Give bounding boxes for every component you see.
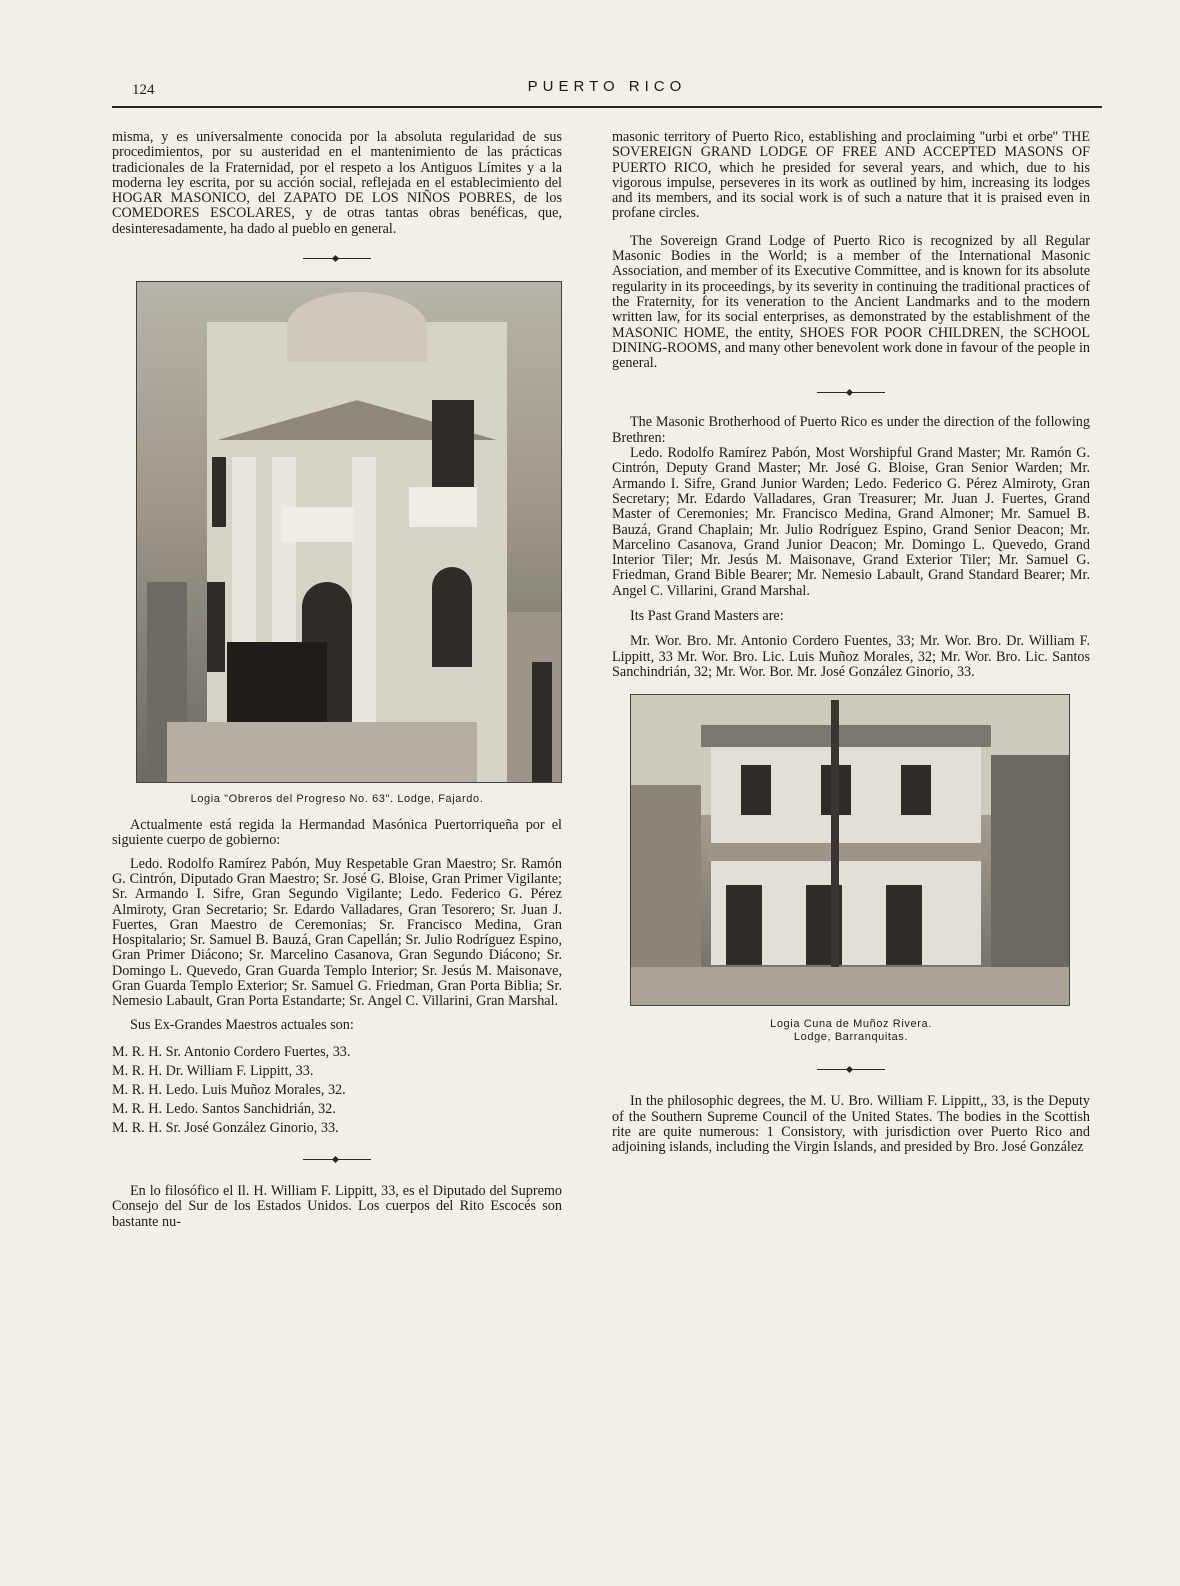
brethren-list-en: Ledo. Rodolfo Ramírez Pabón, Most Worshipful Grand Master; Mr. Ramón G. Cintrón, Deputy Grand Master; Mr. José G. Bloise, Gran Senior Warden; Mr. Armando I. Sifre, Grand Junior Warden; Ledo. Federico G. Pérez Almiroty, Gran Secretary; Mr. Edardo Valladares, Gran Treasurer; Mr. Juan J. Fuertes, Grand Master of Ceremonies; Mr. Francisco Medina, Grand Almoner; Mr. Samuel B. Bauzá, Grand Chaplain; Mr. Julio Rodríguez Espino, Grand Senior Deacon; Mr. Marcelino Casanova, Grand Junior Deacon; Mr. Domingo L. Quevedo, Grand Interior Tiler; Mr. Jesús M. Maisonave, Grand Exterior Tiler; Mr. Samuel G. Friedman, Grand Bible Bearer; Mr. Nemesio Labault, Grand Standard Bearer; Mr. Angel C. Villarini, Grand Marshal. — [612, 445, 1090, 599]
caption-line: Lodge, Barranquitas. — [793, 1031, 909, 1044]
left-column — [112, 130, 562, 1230]
government-intro-es: Actualmente está regida la Hermandad Masónica Puertorriqueña por el siguiente cuerpo de gobierno: — [112, 817, 562, 849]
running-title: PUERTO RICO — [527, 78, 687, 95]
philosophic-paragraph-en: In the philosophic degrees, the M. U. Bro. William F. Lippitt,, 33, is the Deputy of the Southern Supreme Council of the United States. The bodies in the Scottish rite are quite numerous: 1 Consistory, with jurisdiction over Puerto Rico and adjoining islands, including the Virgin Islands, and presided by Bro. José González — [612, 1093, 1090, 1156]
ex-masters-intro-es: Sus Ex-Grandes Maestros actuales son: — [130, 1016, 354, 1033]
list-item: M. R. H. Dr. William F. Lippitt, 33. — [112, 1062, 314, 1079]
section-divider — [811, 1062, 891, 1076]
philosophic-paragraph-es: En lo filosófico el Il. H. William F. Lippitt, 33, es el Diputado del Supremo Consejo del Sur de los Estados Unidos. Los cuerpos del Rito Escocés son bastante nu- — [112, 1182, 562, 1230]
header-rule — [112, 106, 1102, 108]
page-header — [112, 72, 1102, 108]
lodge-fajardo-photo — [136, 281, 562, 783]
page-number: 124 — [132, 82, 155, 98]
past-masters-intro-en: Its Past Grand Masters are: — [630, 608, 784, 625]
government-list-es: Ledo. Rodolfo Ramírez Pabón, Muy Respetable Gran Maestro; Sr. Ramón G. Cintrón, Diputado Gran Maestro; Sr. José G. Bloise, Gran Primer Vigilante; Sr. Armando I. Sifre, Gran Segundo Vigilante; Ledo. Federico G. Pérez Almiroty, Gran Secretario; Sr. Edardo Valladares, Gran Tesorero; Sr. Juan J. Fuertes, Gran Maestro de Ceremonias; Sr. Francisco Medina, Gran Hospitalario; Sr. Samuel B. Bauzá, Gran Capellán; Sr. Julio Rodríguez Espino, Gran Primer Diácono; Sr. Marcelino Casanova, Gran Segundo Diácono; Sr. Domingo L. Quevedo, Gran Guarda Templo Interior; Sr. Jesús M. Maisonave, Gran Guarda Templo Exterior; Sr. Samuel G. Friedman, Gran Porta Biblia; Sr. Nemesio Labault, Gran Porta Estandarte; Sr. Angel C. Villarini, Gran Marshal. — [112, 855, 562, 1010]
recognition-paragraph-en: The Sovereign Grand Lodge of Puerto Rico is recognized by all Regular Masonic Bodies in the World; is a member of the International Masonic Association, and member of its Executive Committee, and is known for its absolute regularity in its proceedings, by its severity in continuing the traditional practices of the Fraternity, for its veneration to the Ancient Landmarks and to the modern written law, for its social enterprises, as demonstrated by the establishment of the MASONIC HOME, the entity, SHOES FOR POOR CHILDREN, the SCHOOL DINING-ROOMS, and many other benevolent work done in favour of the people in general. — [612, 232, 1090, 372]
past-masters-text-en: Mr. Wor. Bro. Mr. Antonio Cordero Fuentes, 33; Mr. Wor. Bro. Dr. William F. Lippitt, 33 Mr. Wor. Bro. Lic. Luis Muñoz Morales, 32; Mr. Wor. Bro. Lic. Santos Sanchindrián, 32; Mr. Wor. Bor. Mr. José González Ginorio, 33. — [612, 633, 1090, 680]
fajardo-photo-caption: Logia "Obreros del Progreso No. 63". Lodge, Fajardo. — [190, 793, 484, 806]
intro-paragraph-es: misma, y es universalmente conocida por la absoluta regularidad de sus procedimientos, por su austeridad en el mantenimiento de las prácticas tradicionales de la Fraternidad, por el respeto a los Antiguos Límites y a la moderna ley escrita, por su acción social, reflejada en el establecimiento del HOGAR MASONICO, del ZAPATO DE LOS NIÑOS POBRES, de los COMEDORES ESCOLARES, y de otras tantas obras benéficas, que, desinteresadamente, ha dado al pueblo en general. — [112, 129, 562, 237]
brethren-intro-en: The Masonic Brotherhood of Puerto Rico es under the direction of the following Brethren: — [612, 414, 1090, 446]
caption-line: Logia Cuna de Muñoz Rivera. — [770, 1018, 932, 1031]
list-item: M. R. H. Sr. José González Ginorio, 33. — [112, 1119, 339, 1136]
intro-paragraph-en: masonic territory of Puerto Rico, establishing and proclaiming ''urbi et orbe'' THE SOVEREIGN GRAND LODGE OF FREE AND ACCEPTED MASONS OF PUERTO RICO, which he presided for several years, and which, due to his vigorous impulse, perseveres in its work as outlined by him, increasing its lodges and its members, and its social work is of such a nature that it is praised even in profane circles. — [612, 129, 1090, 222]
list-item: M. R. H. Ledo. Luis Muñoz Morales, 32. — [112, 1081, 346, 1098]
ex-masters-list — [112, 1043, 562, 1138]
section-divider — [297, 251, 377, 265]
barranquitas-photo-caption — [612, 1018, 1090, 1044]
lodge-barranquitas-photo — [630, 694, 1070, 1006]
list-item: M. R. H. Ledo. Santos Sanchidrián, 32. — [112, 1100, 336, 1117]
list-item: M. R. H. Sr. Antonio Cordero Fuertes, 33. — [112, 1043, 351, 1060]
right-column — [612, 130, 1090, 1155]
section-divider — [297, 1152, 377, 1166]
section-divider — [811, 385, 891, 399]
